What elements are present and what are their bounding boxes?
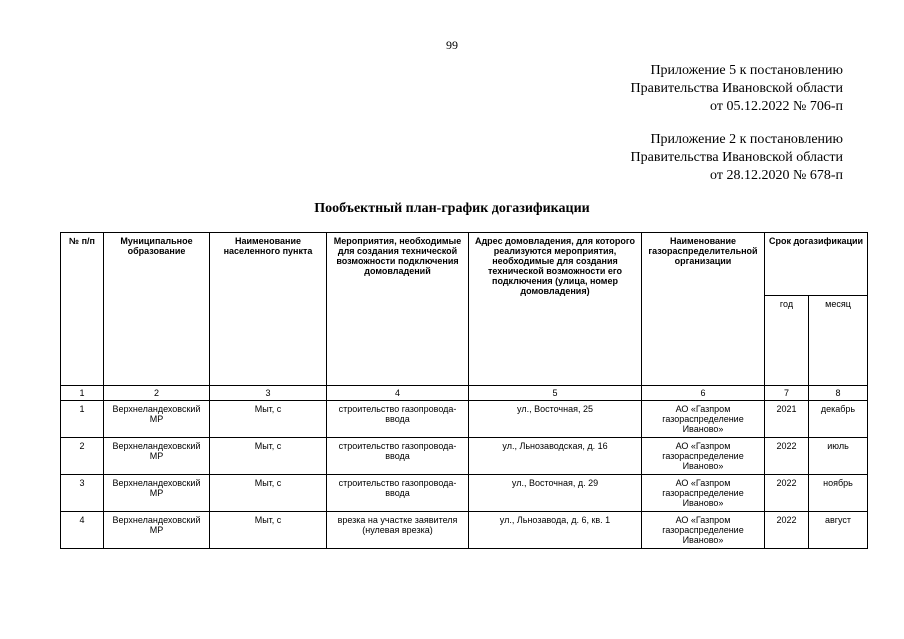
cell-num: 1 xyxy=(61,401,104,438)
cell-address: ул., Восточная, д. 29 xyxy=(469,475,642,512)
cell-year: 2022 xyxy=(765,475,809,512)
cell-year: 2022 xyxy=(765,512,809,549)
column-number: 7 xyxy=(765,386,809,401)
table-row xyxy=(61,475,868,512)
page-number: 99 xyxy=(446,38,458,52)
gasification-schedule-table xyxy=(60,232,868,549)
cell-settlement: Мыт, с xyxy=(210,438,327,475)
cell-measure: строительство газопровода-ввода xyxy=(327,401,469,438)
cell-address: ул., Восточная, 25 xyxy=(469,401,642,438)
cell-month: август xyxy=(809,512,868,549)
cell-settlement: Мыт, с xyxy=(210,475,327,512)
header-measures: Мероприятия, необходимые для создания технической возможности подключения домовладений xyxy=(327,233,469,386)
cell-municipality: Верхнеландеховский МР xyxy=(104,438,210,475)
header-term: Срок догазификации xyxy=(765,233,868,296)
table-row xyxy=(61,401,868,438)
column-number: 5 xyxy=(469,386,642,401)
cell-settlement: Мыт, с xyxy=(210,512,327,549)
column-number: 3 xyxy=(210,386,327,401)
appendix-line: от 28.12.2020 № 678-п xyxy=(710,168,843,183)
cell-organization: АО «Газпром газораспределение Иваново» xyxy=(642,401,765,438)
appendix-reference-1 xyxy=(631,62,843,116)
header-num: № п/п xyxy=(61,233,104,386)
appendix-line: Приложение 2 к постановлению xyxy=(650,132,843,147)
cell-num: 4 xyxy=(61,512,104,549)
cell-organization: АО «Газпром газораспределение Иваново» xyxy=(642,475,765,512)
cell-settlement: Мыт, с xyxy=(210,401,327,438)
cell-organization: АО «Газпром газораспределение Иваново» xyxy=(642,512,765,549)
cell-year: 2022 xyxy=(765,438,809,475)
document-title: Пообъектный план-график догазификации xyxy=(314,201,590,216)
cell-municipality: Верхнеландеховский МР xyxy=(104,512,210,549)
appendix-line: от 05.12.2022 № 706-п xyxy=(710,99,843,114)
header-month: месяц xyxy=(809,296,868,386)
table-row xyxy=(61,438,868,475)
column-number-row xyxy=(61,386,868,401)
cell-num: 3 xyxy=(61,475,104,512)
header-year: год xyxy=(765,296,809,386)
cell-year: 2021 xyxy=(765,401,809,438)
column-number: 1 xyxy=(61,386,104,401)
cell-organization: АО «Газпром газораспределение Иваново» xyxy=(642,438,765,475)
cell-measure: строительство газопровода-ввода xyxy=(327,475,469,512)
header-settlement: Наименование населенного пункта xyxy=(210,233,327,386)
header-municipality: Муниципальное образование xyxy=(104,233,210,386)
cell-address: ул., Льнозаводская, д. 16 xyxy=(469,438,642,475)
appendix-line: Правительства Ивановской области xyxy=(630,150,843,165)
column-number: 8 xyxy=(809,386,868,401)
cell-measure: строительство газопровода-ввода xyxy=(327,438,469,475)
cell-address: ул., Льнозавода, д. 6, кв. 1 xyxy=(469,512,642,549)
appendix-line: Приложение 5 к постановлению xyxy=(650,63,843,78)
cell-municipality: Верхнеландеховский МР xyxy=(104,475,210,512)
column-number: 2 xyxy=(104,386,210,401)
table-header-row xyxy=(61,233,868,296)
table-row xyxy=(61,512,868,549)
header-organization: Наименование газораспределительной организации xyxy=(642,233,765,386)
cell-month: июль xyxy=(809,438,868,475)
cell-month: ноябрь xyxy=(809,475,868,512)
column-number: 4 xyxy=(327,386,469,401)
appendix-reference-2 xyxy=(631,131,843,185)
cell-month: декабрь xyxy=(809,401,868,438)
appendix-line: Правительства Ивановской области xyxy=(630,81,843,96)
header-address: Адрес домовладения, для которого реализуются мероприятия, необходимые для создания технической возможности его подключения (улица, номер домовладения) xyxy=(469,233,642,386)
cell-measure: врезка на участке заявителя (нулевая врезка) xyxy=(327,512,469,549)
column-number: 6 xyxy=(642,386,765,401)
cell-municipality: Верхнеландеховский МР xyxy=(104,401,210,438)
cell-num: 2 xyxy=(61,438,104,475)
